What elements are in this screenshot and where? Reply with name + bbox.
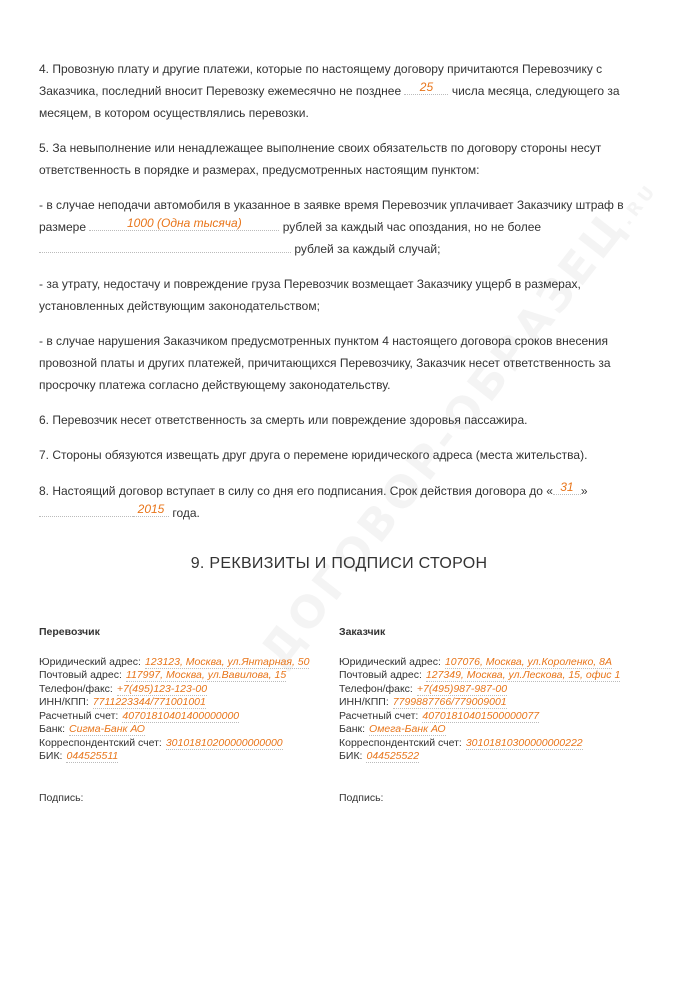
field-label: Расчетный счет:: [339, 709, 419, 722]
clause-6-text: 6. Перевозчик несет ответственность за смерть или повреждение здоровья пассажира.: [39, 413, 528, 427]
clause-7: [39, 444, 629, 466]
customer-details: [339, 626, 639, 805]
carrier-bank-row: [39, 723, 339, 737]
field-label: БИК:: [339, 750, 363, 762]
field-label: Банк:: [339, 723, 366, 735]
customer-phone-row: [339, 683, 639, 697]
field-label: Корреспондентский счет:: [339, 736, 462, 749]
field-label: БИК:: [39, 750, 63, 762]
clause-5a-text-a: - в случае неподачи автомобиля в указанное в заявке время Перевозчик уплачивает Заказчику штраф в размере: [39, 198, 624, 234]
field-label: Почтовый адрес:: [39, 669, 122, 681]
customer-inn-row: [339, 696, 639, 710]
clause-4-text-a: 4. Провозную плату и другие платежи, которые по настоящему договору причитаются Перевозчику с Заказчика, последний вносит Перевозку ежемесячно не позднее: [39, 62, 603, 98]
field-label: ИНН/КПП:: [339, 696, 389, 708]
customer-account-row: [339, 710, 639, 724]
carrier-bank-field[interactable]: Сигма-Банк АО: [69, 723, 145, 735]
clause-8: [39, 480, 629, 524]
customer-postal-address-field[interactable]: 127349, Москва, ул.Лескова, 15, офис 1: [425, 669, 621, 681]
expiry-day-field[interactable]: 31: [553, 480, 581, 495]
customer-corr-account-field[interactable]: 30101810300000000222: [465, 736, 583, 749]
clause-5: [39, 137, 629, 181]
carrier-postal-address-row: [39, 669, 339, 683]
carrier-legal-address-row: [39, 656, 339, 670]
carrier-corr-account-field[interactable]: 30101810200000000000: [165, 736, 283, 749]
clause-6: [39, 409, 629, 431]
customer-legal-address-field[interactable]: 107076, Москва, ул.Короленко, 8А: [444, 655, 612, 668]
clause-8-text-c: года.: [172, 506, 200, 520]
field-label: ИНН/КПП:: [39, 696, 89, 708]
carrier-bik-row: [39, 750, 339, 764]
customer-title: Заказчик: [339, 626, 386, 638]
carrier-phone-row: [39, 683, 339, 697]
customer-bank-field[interactable]: Омега-Банк АО: [369, 723, 446, 735]
max-fine-field[interactable]: [39, 252, 291, 253]
clause-5a-text-c: рублей за каждый случай;: [294, 242, 441, 256]
requisites-title: 9. РЕКВИЗИТЫ И ПОДПИСИ СТОРОН: [190, 555, 488, 572]
clause-5-text: 5. За невыполнение или ненадлежащее выполнение своих обязательств по договору стороны несут ответственность в порядке и размерах, предусмотренных настоящим пунктом:: [39, 141, 602, 177]
clause-5b-text: - за утрату, недостачу и повреждение груза Перевозчик возмещает Заказчику ущерб в размерах, установленных действующим законодательством;: [39, 277, 581, 313]
customer-inn-field[interactable]: 7799887766/779009001: [392, 696, 507, 708]
field-label: Корреспондентский счет:: [39, 736, 162, 749]
carrier-phone-field[interactable]: +7(495)123-123-00: [116, 682, 208, 695]
carrier-account-row: [39, 710, 339, 724]
clause-8-text-a: 8. Настоящий договор вступает в силу со дня его подписания. Срок действия договора до «: [39, 484, 553, 498]
customer-bank-row: [339, 723, 639, 737]
clause-5b: [39, 273, 629, 317]
clause-5c: [39, 330, 629, 396]
carrier-bik-field[interactable]: 044525511: [66, 750, 119, 762]
clause-4-text-b: числа месяца, следующего за месяцем, в котором осуществлялись перевозки.: [39, 84, 620, 120]
payment-day-field[interactable]: 25: [404, 80, 448, 95]
carrier-inn-field[interactable]: 7711223344/771001001: [92, 696, 206, 708]
carrier-signature: Подпись:: [39, 791, 84, 804]
field-label: Телефон/факс:: [339, 682, 413, 695]
carrier-postal-address-field[interactable]: 117997, Москва, ул.Вавилова, 15: [125, 669, 287, 681]
customer-account-field[interactable]: 40701810401500000077: [422, 709, 540, 722]
customer-bik-field[interactable]: 044525522: [366, 750, 420, 762]
carrier-account-field[interactable]: 40701810401400000000: [122, 709, 240, 722]
field-label: Юридический адрес:: [339, 655, 441, 668]
clause-7-text: 7. Стороны обязуются извещать друг друга о перемене юридического адреса (места жительства).: [39, 448, 588, 462]
clause-5a: [39, 194, 629, 260]
customer-corr-account-row: [339, 737, 639, 751]
carrier-inn-row: [39, 696, 339, 710]
field-label: Почтовый адрес:: [339, 669, 422, 681]
field-label: Банк:: [39, 723, 66, 735]
clause-8-text-b: »: [580, 484, 588, 498]
fine-amount-field[interactable]: 1000 (Одна тысяча): [89, 216, 279, 231]
customer-bik-row: [339, 750, 639, 764]
field-label: Телефон/факс:: [39, 682, 113, 695]
field-label: Расчетный счет:: [39, 709, 119, 722]
customer-signature: Подпись:: [339, 791, 384, 804]
carrier-legal-address-field[interactable]: 123123, Москва, ул.Янтарная, 50: [144, 655, 310, 668]
clause-5c-text: - в случае нарушения Заказчиком предусмотренных пунктом 4 настоящего договора сроков внесения провозной платы и других платежей, причитающихся Перевозчику, Заказчик несет ответственность за просрочку платежа согласно действующему законодательству.: [39, 334, 611, 392]
expiry-month-field[interactable]: [39, 516, 133, 517]
carrier-title: Перевозчик: [39, 626, 100, 638]
clause-5a-text-b: рублей за каждый час опоздания, но не более: [282, 220, 542, 234]
customer-legal-address-row: [339, 656, 639, 670]
customer-phone-field[interactable]: +7(495)987-987-00: [416, 682, 508, 695]
expiry-year-field[interactable]: 2015: [133, 502, 169, 517]
carrier-details: [39, 626, 339, 805]
customer-postal-address-row: [339, 669, 639, 683]
clause-4: [39, 58, 629, 124]
field-label: Юридический адрес:: [39, 655, 141, 668]
carrier-corr-account-row: [39, 737, 339, 751]
